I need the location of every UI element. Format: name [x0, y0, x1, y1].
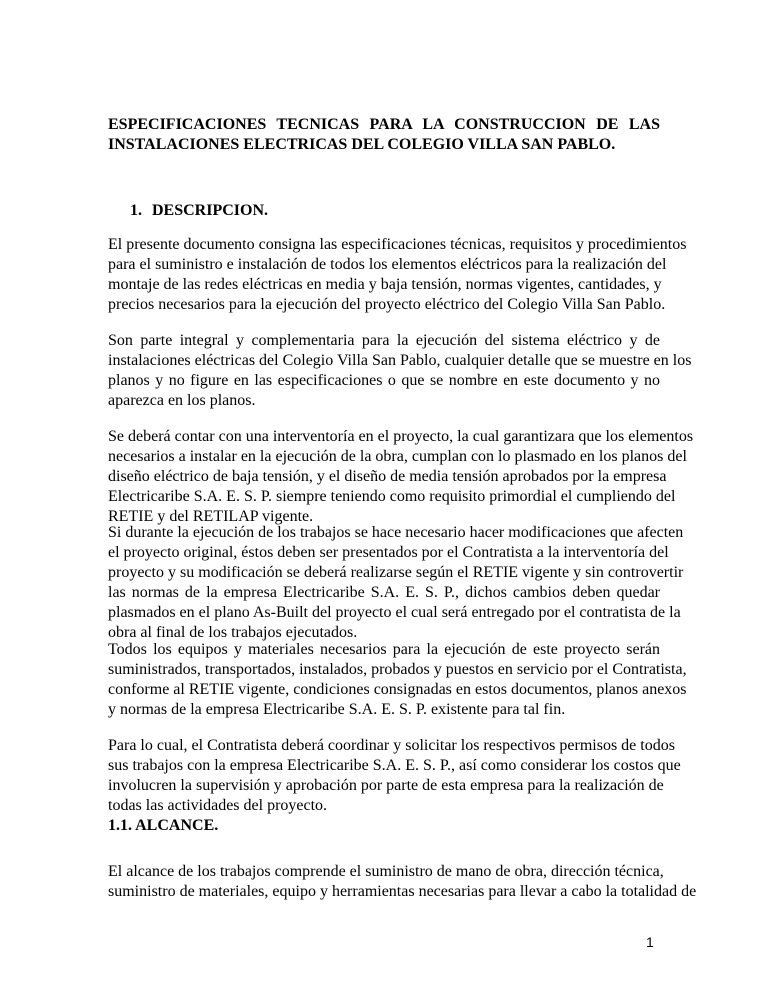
- text-line: aparezca en los planos.: [108, 392, 256, 409]
- text-line: Si durante la ejecución de los trabajos se hace necesario hacer modificaciones que afecten: [108, 524, 684, 541]
- text-line: Son parte integral y complementaria para la ejecución del sistema eléctrico y de: [108, 332, 660, 349]
- text-line: suministro de materiales, equipo y herramientas necesarias para llevar a cabo la totalidad de: [108, 883, 697, 900]
- text-line: involucren la supervisión y aprobación por parte de esta empresa para la realización de: [108, 777, 664, 794]
- paragraph: [108, 235, 687, 315]
- text-line: Se deberá contar con una interventoría en el proyecto, la cual garantizara que los elementos: [108, 428, 694, 445]
- text-line: Todos los equipos y materiales necesarios para la ejecución de este proyecto serán: [108, 641, 660, 658]
- paragraph: [108, 427, 694, 527]
- paragraph: [108, 640, 687, 720]
- section-heading-descripcion: DESCRIPCION.: [152, 202, 269, 219]
- section-number: 1.: [130, 202, 142, 219]
- section-heading-alcance: 1.1. ALCANCE.: [108, 817, 219, 834]
- text-line: para el suministro e instalación de todos los elementos eléctricos para la realización del: [108, 256, 667, 273]
- text-line: Electricaribe S.A. E. S. P. siempre teniendo como requisito primordial el cumpliendo del: [108, 488, 676, 505]
- text-line: precios necesarios para la ejecución del proyecto eléctrico del Colegio Villa San Pablo.: [108, 296, 666, 313]
- text-line: planos y no figure en las especificaciones o que se nombre en este documento y no: [108, 372, 660, 389]
- text-line: plasmados en el plano As-Built del proyecto el cual será entregado por el contratista de la: [108, 604, 681, 621]
- text-line: las normas de la empresa Electricaribe S.A. E. S. P., dichos cambios deben quedar: [108, 584, 660, 601]
- text-line: conforme al RETIE vigente, condiciones consignadas en estos documentos, planos anexos: [108, 681, 687, 698]
- page-number: 1: [646, 934, 654, 950]
- text-line: Para lo cual, el Contratista deberá coordinar y solicitar los respectivos permisos de todos: [108, 737, 675, 754]
- text-line: el proyecto original, éstos deben ser presentados por el Contratista a la interventoría del: [108, 544, 669, 561]
- text-line: RETIE y del RETILAP vigente.: [108, 508, 314, 525]
- paragraph: [108, 523, 684, 643]
- text-line: instalaciones eléctricas del Colegio Villa San Pablo, cualquier detalle que se muestre en los: [108, 352, 692, 369]
- text-line: El presente documento consigna las especificaciones técnicas, requisitos y procedimientos: [108, 236, 687, 253]
- text-line: proyecto y su modificación se deberá realizarse según el RETIE vigente y sin controvertir: [108, 564, 684, 581]
- text-line: y normas de la empresa Electricaribe S.A. E. S. P. existente para tal fin.: [108, 701, 566, 718]
- text-line: diseño eléctrico de baja tensión, y el diseño de media tensión aprobados por la empresa: [108, 468, 667, 485]
- paragraph: [108, 736, 681, 816]
- document-title: [108, 115, 660, 155]
- text-line: El alcance de los trabajos comprende el suministro de mano de obra, dirección técnica,: [108, 863, 664, 880]
- text-line: obra al final de los trabajos ejecutados.: [108, 624, 358, 641]
- text-line: todas las actividades del proyecto.: [108, 797, 328, 814]
- text-line: montaje de las redes eléctricas en media y baja tensión, normas vigentes, cantidades, y: [108, 276, 662, 293]
- title-line: ESPECIFICACIONES TECNICAS PARA LA CONSTRUCCION DE LAS: [108, 116, 660, 133]
- text-line: necesarios a instalar en la ejecución de la obra, cumplan con lo plasmado en los planos del: [108, 448, 687, 465]
- text-line: sus trabajos con la empresa Electricaribe S.A. E. S. P., así como considerar los costos que: [108, 757, 681, 774]
- title-line: INSTALACIONES ELECTRICAS DEL COLEGIO VILLA SAN PABLO.: [108, 136, 616, 153]
- paragraph: [108, 331, 692, 411]
- paragraph: [108, 862, 697, 902]
- text-line: suministrados, transportados, instalados, probados y puestos en servicio por el Contratista,: [108, 661, 687, 678]
